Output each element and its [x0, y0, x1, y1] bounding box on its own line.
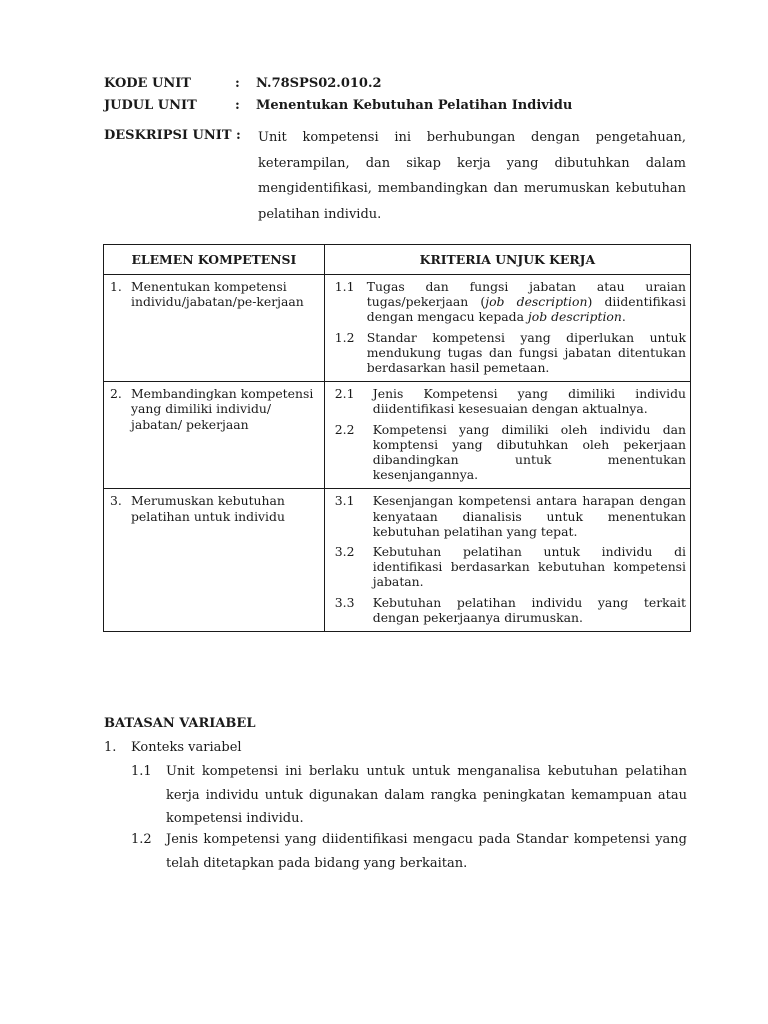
element-text: Membandingkan kompetensi yang dimiliki individu/ jabatan/ pekerjaan	[131, 386, 314, 432]
element-cell	[104, 275, 325, 382]
criterion-number: 1.1	[334, 279, 355, 294]
criterion-item	[335, 493, 686, 539]
table-header-row	[104, 245, 691, 275]
criterion-item	[335, 422, 686, 483]
criterion-number: 3.2	[334, 544, 355, 560]
kode-unit-colon: :	[235, 76, 240, 91]
kriteria-unjuk-kerja-header: KRITERIA UNJUK KERJA	[324, 245, 690, 275]
criteria-cell	[324, 489, 690, 632]
element-cell	[104, 382, 325, 489]
criterion-number: 3.3	[334, 594, 355, 610]
table-row	[104, 382, 691, 489]
table-row	[104, 489, 691, 632]
element-text: Menentukan kompetensi individu/jabatan/pe-kerjaan	[131, 279, 304, 310]
criterion-text: Kompetensi yang dimiliki oleh individu dan komptensi yang dibutuhkan oleh pekerjaan dibandingkan untuk menentukan kesenjangannya.	[372, 421, 686, 483]
criteria-cell	[324, 382, 690, 489]
criterion-item	[335, 330, 686, 376]
criterion-text: Kebutuhan pelatihan untuk individu di identifikasi berdasarkan kebutuhan kompetensi jabatan.	[372, 544, 686, 590]
list-number: 1.	[104, 740, 117, 755]
element-number: 2.	[110, 386, 122, 402]
competency-table	[103, 244, 691, 632]
judul-unit-colon: :	[235, 98, 240, 113]
element-number: 3.	[110, 493, 122, 509]
criterion-number: 1.2	[334, 329, 355, 345]
sub-item-text: Jenis kompetensi yang diidentifikasi mengacu pada Standar kompetensi yang telah ditetapkan pada bidang yang berkaitan.	[166, 832, 687, 871]
judul-unit-label: JUDUL UNIT	[104, 98, 197, 113]
element-text: Merumuskan kebutuhan pelatihan untuk individu	[131, 493, 285, 524]
criteria-cell	[324, 275, 690, 382]
criterion-item	[335, 595, 686, 625]
criterion-number: 3.1	[334, 493, 355, 509]
table-row	[104, 275, 691, 382]
criterion-text: Jenis Kompetensi yang dimiliki individu diidentifikasi kesesuaian dengan aktualnya.	[372, 386, 686, 417]
element-number: 1.	[110, 279, 122, 294]
element-cell	[104, 489, 325, 632]
deskripsi-unit-text: Unit kompetensi ini berhubungan dengan pengetahuan, keterampilan, dan sikap kerja yang dibutuhkan dalam mengidentifikasi, membandingkan dan merumuskan kebutuhan pelatihan individu.	[258, 130, 686, 222]
kode-unit-label: KODE UNIT	[104, 76, 191, 91]
criterion-item	[335, 386, 686, 416]
batasan-variabel-title: BATASAN VARIABEL	[104, 716, 256, 731]
judul-unit-value: Menentukan Kebutuhan Pelatihan Individu	[256, 98, 573, 113]
criterion-text: Tugas dan fungsi jabatan atau uraian tugas/pekerjaan (job description) diidentifikasi dengan mengacu kepada job description.	[366, 279, 686, 325]
criterion-text: Standar kompetensi yang diperlukan untuk mendukung tugas dan fungsi jabatan ditentukan berdasarkan hasil pemetaan.	[366, 329, 686, 376]
criterion-number: 2.2	[334, 421, 355, 437]
sub-item-number: 1.2	[131, 832, 152, 847]
sub-item-text: Unit kompetensi ini berlaku untuk untuk menganalisa kebutuhan pelatihan kerja individu untuk digunakan dalam rangka peningkatan kemampuan atau kompetensi individu.	[166, 764, 687, 826]
criterion-text: Kebutuhan pelatihan individu yang terkait dengan pekerjaanya dirumuskan.	[372, 594, 686, 625]
deskripsi-unit-label: DESKRIPSI UNIT :	[104, 128, 241, 143]
criterion-text: Kesenjangan kompetensi antara harapan dengan kenyataan dianalisis untuk menentukan kebutuhan pelatihan yang tepat.	[372, 493, 686, 539]
sub-item-number: 1.1	[131, 764, 152, 779]
criterion-item	[335, 544, 686, 590]
criterion-item	[335, 279, 686, 325]
list-text: Konteks variabel	[131, 740, 242, 755]
kode-unit-value: N.78SPS02.010.2	[256, 76, 382, 91]
criterion-number: 2.1	[334, 386, 355, 402]
elemen-kompetensi-header: ELEMEN KOMPETENSI	[104, 245, 325, 275]
